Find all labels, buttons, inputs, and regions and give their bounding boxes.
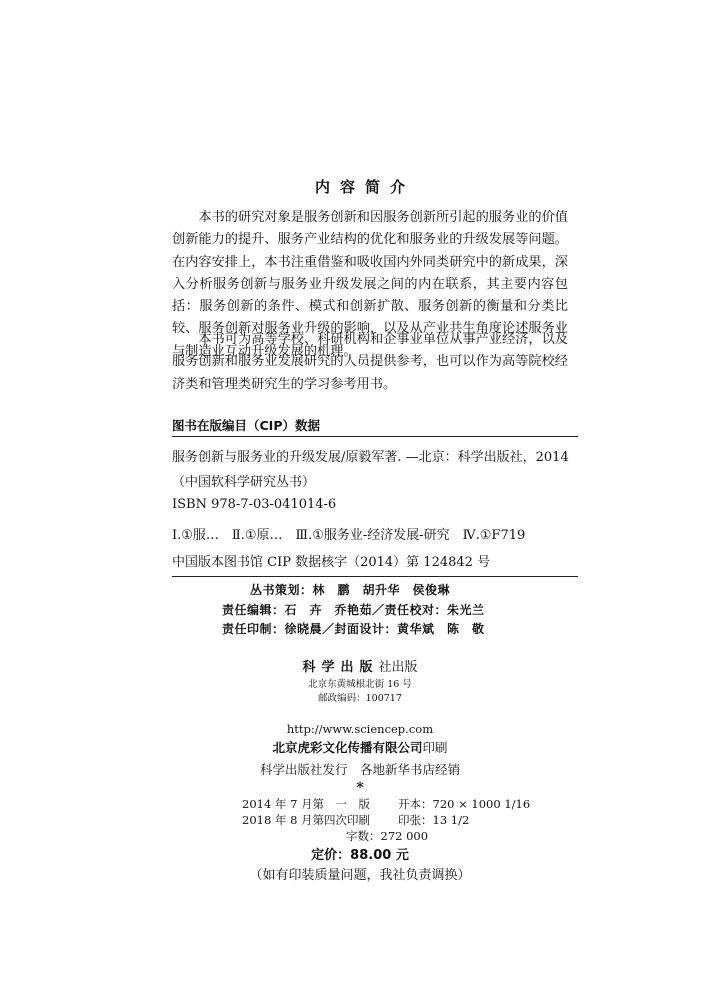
sheets-info: 印张：13 1/2 — [398, 813, 470, 827]
publisher-address: 北京东黄城根北街 16 号 — [308, 679, 412, 690]
cip-top-rule — [172, 436, 578, 437]
cip-line-isbn: ISBN 978-7-03-041014-6 — [172, 497, 337, 512]
publisher-line — [0, 656, 720, 675]
cip-line-title: 服务创新与服务业的升级发展/原毅军著. —北京：科学出版社，2014 — [172, 450, 569, 465]
printing-info: 2018 年 8 月第四次印刷 — [242, 813, 371, 827]
publisher-postcode: 邮政编码：100717 — [318, 693, 402, 704]
cip-bottom-rule — [172, 576, 578, 577]
publisher-url: http://www.sciencep.com — [286, 722, 434, 736]
summary-paragraph-2: 本书可为高等学校、科研机构和企事业单位从事产业经济，以及服务创新和服务业发展研究的人员提供参考，也可以作为高等院校经济类和管理类研究生的学习参考用书。 — [172, 332, 568, 392]
distribution-line: 科学出版社发行 各地新华书店经销 — [259, 762, 460, 777]
summary-paragraph-1: 本书的研究对象是服务创新和因服务创新所引起的服务业的价值创新能力的提升、服务产业结构的优化和服务业的升级发展等问题。在内容安排上，本书注重借鉴和吸收国内外同类研究中的新成果，深入分析服务创新与服务业升级发展之间的内在联系，其主要内容包括：服务创新的条件、模式和创新扩散、服务创新的衡量和分类比较、服务创新对服务业升级的影响，以及从产业共生角度论述服务业与制造业互动升级发展的机理。 — [172, 210, 568, 359]
cip-line-record: 中国版本图书馆 CIP 数据核字（2014）第 124842 号 — [172, 555, 491, 570]
publisher-suffix: 社出版 — [378, 660, 418, 675]
quality-note: （如有印装质量问题，我社负责调换） — [249, 868, 471, 883]
credit-editors: 责任编辑：石 卉 乔艳茹／责任校对：朱光兰 — [222, 603, 485, 617]
edition-info: 2014 年 7 月第 一 版 — [242, 797, 371, 811]
printer-line — [0, 738, 720, 756]
cip-line-series: （中国软科学研究丛书） — [172, 475, 316, 490]
cip-line-subjects: Ⅰ.①服… Ⅱ.①原… Ⅲ.①服务业-经济发展-研究 Ⅳ.①F719 — [172, 528, 526, 543]
publisher-name: 科学出版 — [302, 660, 379, 675]
separator-star: * — [356, 780, 364, 796]
summary-title: 内容简介 — [314, 178, 415, 196]
format-info: 开本：720 × 1000 1/16 — [398, 797, 531, 811]
word-count: 字数：272 000 — [346, 829, 429, 843]
credit-series-planning: 丛书策划：林 鹏 胡升华 侯俊琳 — [250, 583, 451, 597]
price: 定价：88.00 元 — [311, 848, 409, 863]
printer-name: 北京虎彩文化传播有限公司 — [272, 740, 423, 755]
credit-printing-design: 责任印制：徐晓晨／封面设计：黄华斌 陈 敬 — [222, 622, 485, 636]
cip-heading: 图书在版编目（CIP）数据 — [172, 418, 320, 433]
printer-suffix: 印刷 — [422, 740, 448, 755]
